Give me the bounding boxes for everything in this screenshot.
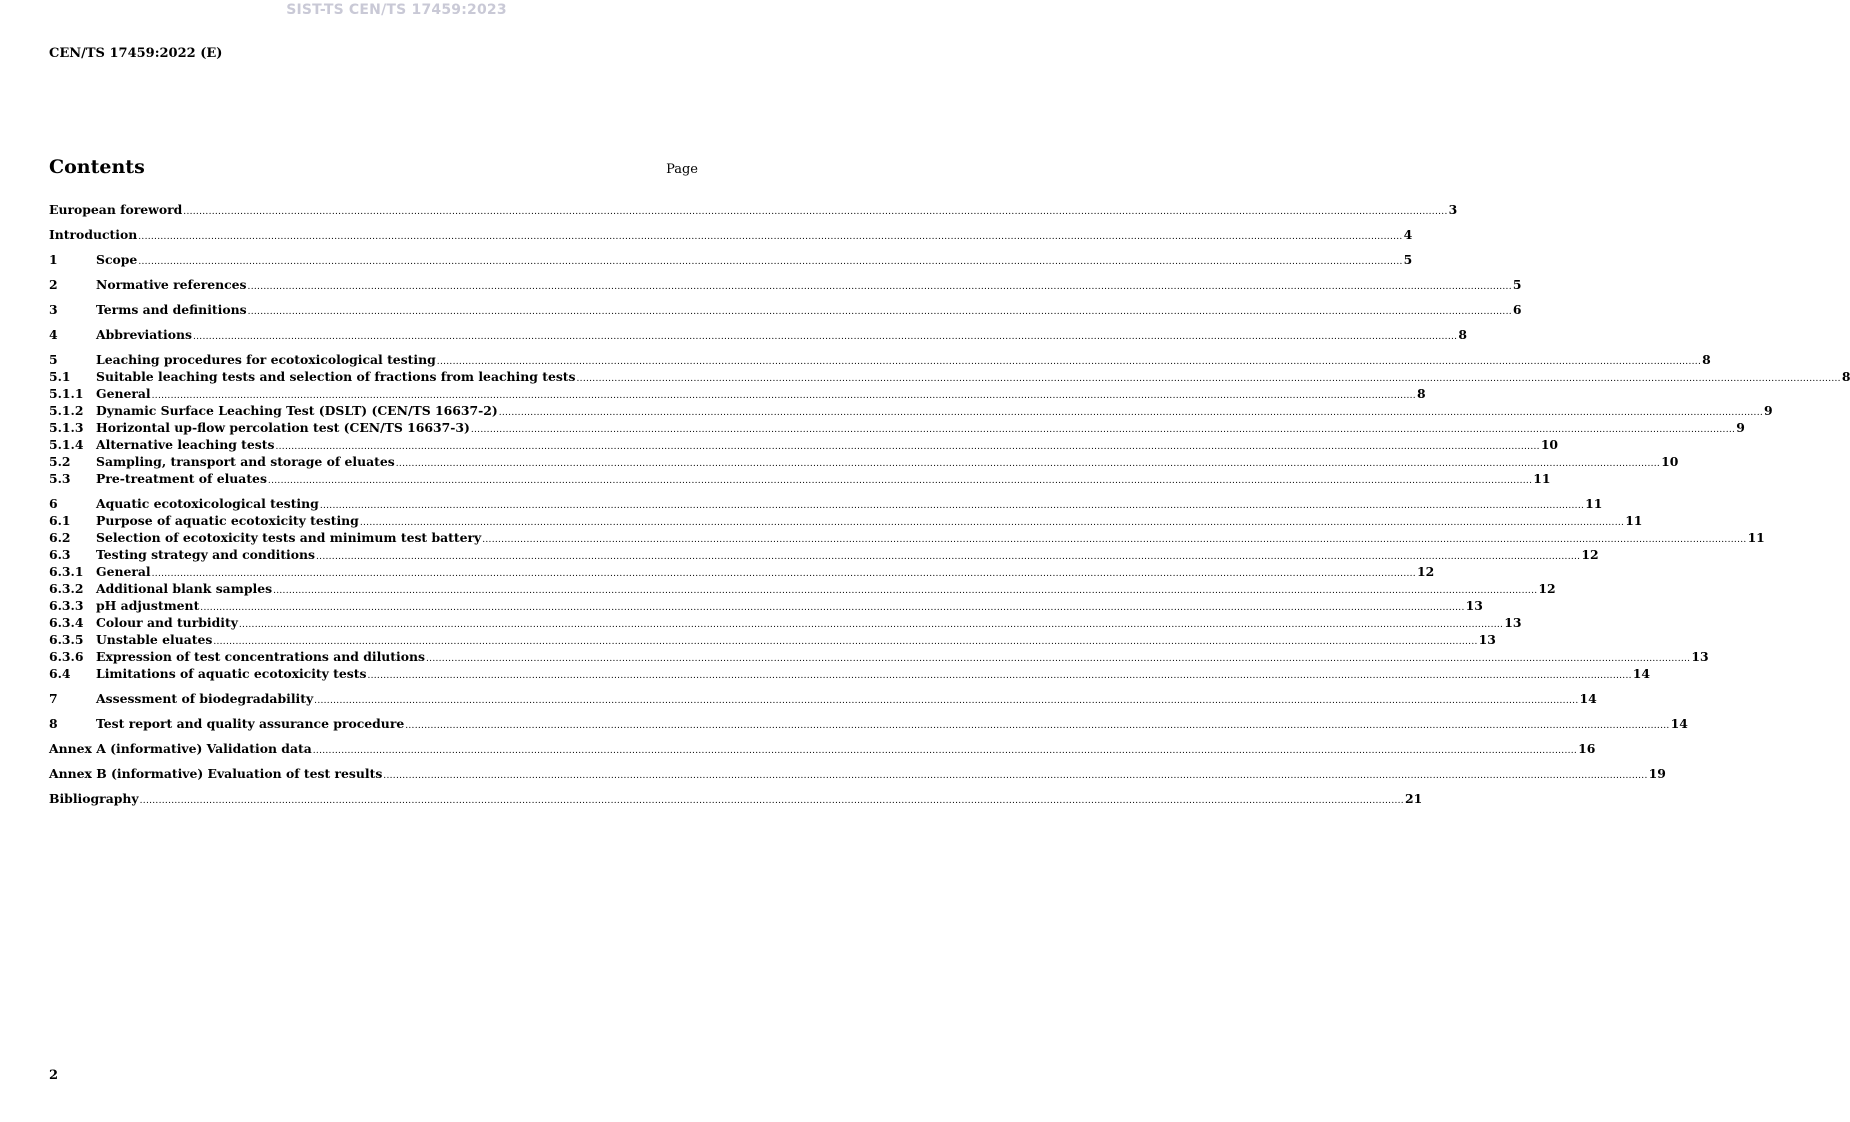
toc-entry[interactable] xyxy=(49,597,1483,614)
toc-entry-title: Limitations of aquatic ecotoxicity tests xyxy=(96,666,367,681)
toc-entry-title: Bibliography xyxy=(49,791,139,806)
toc-entry[interactable] xyxy=(49,368,1850,385)
toc-entry[interactable] xyxy=(49,580,1556,597)
toc-entry-title: Terms and definitions xyxy=(96,302,247,317)
toc-entry-page: 11 xyxy=(1585,496,1603,511)
toc-entry-page: 13 xyxy=(1478,632,1496,647)
toc-entry-title: Unstable eluates xyxy=(96,632,213,647)
toc-entry-title: European foreword xyxy=(49,202,183,217)
toc-entry[interactable] xyxy=(49,790,1423,807)
toc-dot-leader: ................................................................................................................................................................................................................................................................................................................................................................................................................ xyxy=(183,207,1448,217)
toc-entry-page: 12 xyxy=(1581,547,1599,562)
toc-entry-title: Testing strategy and conditions xyxy=(96,547,315,562)
toc-entry-title: Colour and turbidity xyxy=(96,615,238,630)
toc-entry[interactable] xyxy=(49,631,1496,648)
toc-entry-number: 6.3.2 xyxy=(49,581,84,596)
toc-entry-page: 4 xyxy=(1403,227,1413,242)
toc-dot-leader: ................................................................................................................................................................................................................................................................................................................................................................................................................ xyxy=(576,374,1841,384)
toc-entry-title: Horizontal up-flow percolation test (CEN/TS 16637-3) xyxy=(96,420,470,435)
toc-entry-number: 6.1 xyxy=(49,513,71,528)
toc-entry-number: 7 xyxy=(49,691,58,706)
toc-dot-leader: ................................................................................................................................................................................................................................................................................................................................................................................................................ xyxy=(498,408,1764,418)
toc-entry[interactable] xyxy=(49,276,1522,293)
toc-entry-title: Alternative leaching tests xyxy=(96,437,275,452)
toc-entry-page: 11 xyxy=(1747,530,1765,545)
toc-entry-number: 6.4 xyxy=(49,666,71,681)
toc-entry-page: 13 xyxy=(1504,615,1522,630)
toc-dot-leader: ................................................................................................................................................................................................................................................................................................................................................................................................................ xyxy=(436,357,1702,367)
toc-entry-number: 5.1.2 xyxy=(49,403,84,418)
toc-entry[interactable] xyxy=(49,419,1745,436)
toc-entry-number: 6.3.6 xyxy=(49,649,84,664)
toc-entry-page: 8 xyxy=(1841,369,1850,384)
toc-entry[interactable] xyxy=(49,226,1413,243)
toc-entry-page: 10 xyxy=(1661,454,1679,469)
toc-entry-title: Introduction xyxy=(49,227,138,242)
toc-dot-leader: ................................................................................................................................................................................................................................................................................................................................................................................................................ xyxy=(275,442,1540,452)
toc-entry-title: Suitable leaching tests and selection of fractions from leaching tests xyxy=(96,369,576,384)
toc-entry[interactable] xyxy=(49,765,1666,782)
toc-entry-number: 2 xyxy=(49,277,58,292)
toc-entry-title: Dynamic Surface Leaching Test (DSLT) (CEN/TS 16637-2) xyxy=(96,403,498,418)
toc-entry-page: 8 xyxy=(1416,386,1426,401)
toc-entry-page: 10 xyxy=(1540,437,1559,452)
toc-entry[interactable] xyxy=(49,326,1467,343)
toc-entry-number: 6.3.1 xyxy=(49,564,84,579)
toc-entry[interactable] xyxy=(49,436,1559,453)
toc-dot-leader: ................................................................................................................................................................................................................................................................................................................................................................................................................ xyxy=(247,282,1512,292)
toc-entry[interactable] xyxy=(49,470,1551,487)
toc-entry[interactable] xyxy=(49,201,1458,218)
toc-dot-leader: ................................................................................................................................................................................................................................................................................................................................................................................................................ xyxy=(151,391,1416,401)
toc-entry[interactable] xyxy=(49,614,1522,631)
toc-entry-number: 6 xyxy=(49,496,58,511)
toc-entry-title: General xyxy=(96,386,151,401)
toc-entry[interactable] xyxy=(49,715,1688,732)
toc-entry-page: 8 xyxy=(1458,327,1467,342)
toc-entry-page: 14 xyxy=(1670,716,1688,731)
toc-entry[interactable] xyxy=(49,512,1643,529)
toc-dot-leader: ................................................................................................................................................................................................................................................................................................................................................................................................................ xyxy=(316,552,1581,562)
toc-entry[interactable] xyxy=(49,495,1603,512)
toc-entry-title: Aquatic ecotoxicological testing xyxy=(96,496,319,511)
toc-entry-number: 6.2 xyxy=(49,530,71,545)
toc-entry-page: 21 xyxy=(1404,791,1423,806)
toc-entry-title: Selection of ecotoxicity tests and minimum test battery xyxy=(96,530,482,545)
toc-entry-number: 5.1.3 xyxy=(49,420,84,435)
toc-entry-page: 12 xyxy=(1538,581,1556,596)
toc-entry[interactable] xyxy=(49,740,1596,757)
toc-entry-page: 19 xyxy=(1648,766,1666,781)
toc-dot-leader: ................................................................................................................................................................................................................................................................................................................................................................................................................ xyxy=(273,586,1538,596)
toc-dot-leader: ................................................................................................................................................................................................................................................................................................................................................................................................................ xyxy=(151,569,1416,579)
toc-entry-title: Purpose of aquatic ecotoxicity testing xyxy=(96,513,359,528)
toc-dot-leader: ................................................................................................................................................................................................................................................................................................................................................................................................................ xyxy=(482,535,1747,545)
toc-entry-title: pH adjustment xyxy=(96,598,200,613)
toc-entry-title: Test report and quality assurance procedure xyxy=(96,716,405,731)
toc-entry[interactable] xyxy=(49,665,1651,682)
toc-entry-page: 14 xyxy=(1579,691,1597,706)
toc-dot-leader: ................................................................................................................................................................................................................................................................................................................................................................................................................ xyxy=(383,771,1648,781)
toc-dot-leader: ................................................................................................................................................................................................................................................................................................................................................................................................................ xyxy=(267,476,1533,486)
toc-entry[interactable] xyxy=(49,563,1435,580)
toc-dot-leader: ................................................................................................................................................................................................................................................................................................................................................................................................................ xyxy=(426,654,1691,664)
toc-entry-title: Leaching procedures for ecotoxicological testing xyxy=(96,352,436,367)
toc-entry-title: General xyxy=(96,564,151,579)
toc-entry[interactable] xyxy=(49,402,1773,419)
toc-dot-leader: ................................................................................................................................................................................................................................................................................................................................................................................................................ xyxy=(405,721,1670,731)
toc-entry-title: Additional blank samples xyxy=(96,581,273,596)
toc-entry-title: Annex A (informative) Validation data xyxy=(49,741,312,756)
toc-entry-title: Expression of test concentrations and dilutions xyxy=(96,649,425,664)
toc-entry[interactable] xyxy=(49,453,1679,470)
toc-entry-number: 5.2 xyxy=(49,454,71,469)
toc-entry-page: 13 xyxy=(1465,598,1483,613)
watermark: SIST-TS CEN/TS 17459:2023 xyxy=(286,2,507,18)
toc-entry-number: 8 xyxy=(49,716,58,731)
toc-dot-leader: ................................................................................................................................................................................................................................................................................................................................................................................................................ xyxy=(213,637,1478,647)
toc-dot-leader: ................................................................................................................................................................................................................................................................................................................................................................................................................ xyxy=(359,518,1625,528)
toc-dot-leader: ................................................................................................................................................................................................................................................................................................................................................................................................................ xyxy=(200,603,1465,613)
toc-entry-number: 6.3.5 xyxy=(49,632,84,647)
toc-entry-page: 9 xyxy=(1736,420,1745,435)
toc-entry[interactable] xyxy=(49,690,1597,707)
toc-entry-page: 5 xyxy=(1403,252,1413,267)
toc-dot-leader: ................................................................................................................................................................................................................................................................................................................................................................................................................ xyxy=(319,501,1585,511)
toc-entry-number: 6.3 xyxy=(49,547,71,562)
table-of-contents xyxy=(49,201,1850,807)
footer-page-number: 2 xyxy=(49,1068,59,1083)
toc-entry-page: 11 xyxy=(1533,471,1551,486)
toc-entry-number: 6.3.4 xyxy=(49,615,84,630)
toc-dot-leader: ................................................................................................................................................................................................................................................................................................................................................................................................................ xyxy=(238,620,1504,630)
toc-dot-leader: ................................................................................................................................................................................................................................................................................................................................................................................................................ xyxy=(247,307,1512,317)
toc-entry-number: 4 xyxy=(49,327,58,342)
page-column-label: Page xyxy=(666,162,698,177)
toc-entry-page: 6 xyxy=(1512,302,1522,317)
toc-entry-title: Abbreviations xyxy=(96,327,192,342)
toc-entry-title: Assessment of biodegradability xyxy=(96,691,314,706)
toc-entry-number: 5.1 xyxy=(49,369,71,384)
toc-entry-title: Scope xyxy=(96,252,138,267)
toc-entry-number: 5.1.4 xyxy=(49,437,84,452)
toc-entry-page: 3 xyxy=(1448,202,1458,217)
toc-dot-leader: ................................................................................................................................................................................................................................................................................................................................................................................................................ xyxy=(314,696,1579,706)
toc-entry-number: 3 xyxy=(49,302,58,317)
toc-entry-page: 16 xyxy=(1578,741,1596,756)
toc-entry-title: Annex B (informative) Evaluation of test results xyxy=(49,766,383,781)
toc-dot-leader: ................................................................................................................................................................................................................................................................................................................................................................................................................ xyxy=(192,332,1458,342)
toc-dot-leader: ................................................................................................................................................................................................................................................................................................................................................................................................................ xyxy=(395,459,1661,469)
toc-entry[interactable] xyxy=(49,385,1426,402)
toc-entry-page: 13 xyxy=(1691,649,1709,664)
toc-entry-number: 1 xyxy=(49,252,58,267)
toc-entry-page: 9 xyxy=(1764,403,1773,418)
toc-dot-leader: ................................................................................................................................................................................................................................................................................................................................................................................................................ xyxy=(139,796,1404,806)
toc-entry[interactable] xyxy=(49,351,1711,368)
toc-dot-leader: ................................................................................................................................................................................................................................................................................................................................................................................................................ xyxy=(312,746,1578,756)
toc-entry-title: Pre-treatment of eluates xyxy=(96,471,267,486)
toc-dot-leader: ................................................................................................................................................................................................................................................................................................................................................................................................................ xyxy=(138,257,1403,267)
toc-entry[interactable] xyxy=(49,301,1522,318)
toc-entry-number: 5.1.1 xyxy=(49,386,84,401)
toc-entry-number: 5.3 xyxy=(49,471,71,486)
toc-entry-page: 14 xyxy=(1632,666,1651,681)
toc-entry-page: 12 xyxy=(1416,564,1435,579)
toc-dot-leader: ................................................................................................................................................................................................................................................................................................................................................................................................................ xyxy=(470,425,1736,435)
toc-entry-page: 11 xyxy=(1625,513,1643,528)
toc-entry-page: 5 xyxy=(1512,277,1522,292)
toc-entry[interactable] xyxy=(49,529,1765,546)
toc-entry-title: Normative references xyxy=(96,277,247,292)
contents-title: Contents xyxy=(49,156,145,178)
toc-entry-number: 6.3.3 xyxy=(49,598,84,613)
document-id: CEN/TS 17459:2022 (E) xyxy=(49,46,223,61)
toc-dot-leader: ................................................................................................................................................................................................................................................................................................................................................................................................................ xyxy=(138,232,1403,242)
toc-dot-leader: ................................................................................................................................................................................................................................................................................................................................................................................................................ xyxy=(367,671,1632,681)
toc-entry[interactable] xyxy=(49,546,1599,563)
toc-entry-title: Sampling, transport and storage of eluates xyxy=(96,454,395,469)
toc-entry[interactable] xyxy=(49,251,1413,268)
toc-entry[interactable] xyxy=(49,648,1709,665)
toc-entry-page: 8 xyxy=(1702,352,1711,367)
toc-entry-number: 5 xyxy=(49,352,58,367)
